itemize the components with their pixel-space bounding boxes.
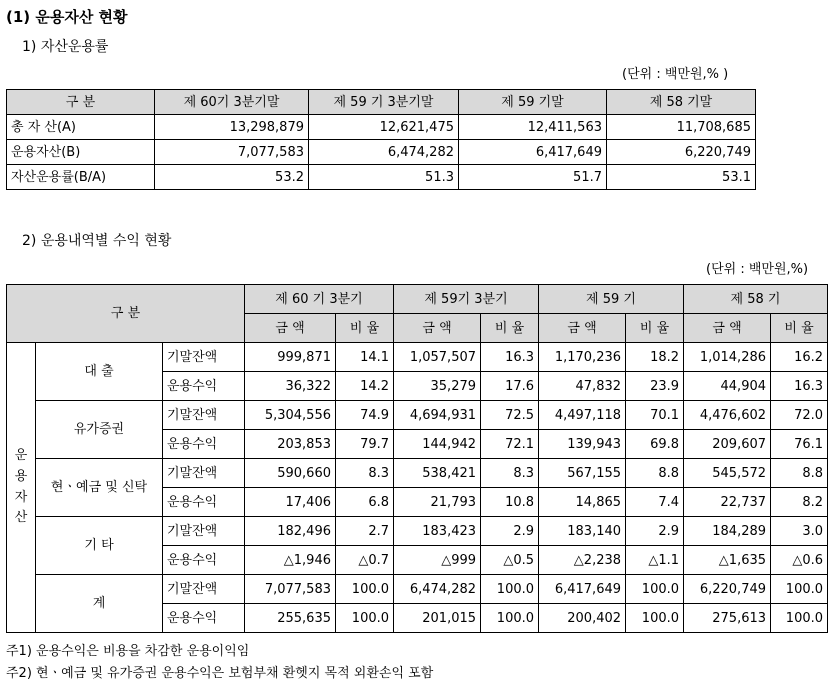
table-cell: 201,015 — [394, 604, 481, 633]
table-row — [7, 401, 828, 430]
group-label-char: 자 — [14, 489, 28, 505]
table-cell: 16.2 — [771, 343, 828, 372]
table-header-row — [7, 285, 828, 314]
table-cell: 36,322 — [245, 372, 336, 401]
group-label-char: 운 — [14, 447, 28, 463]
period-header: 제 58 기 — [684, 285, 828, 314]
row-type: 운용수익 — [163, 488, 245, 517]
table-cell: 6,474,282 — [309, 140, 459, 165]
table-cell: 1,057,507 — [394, 343, 481, 372]
table-row — [7, 343, 828, 372]
table-cell: △1.1 — [626, 546, 684, 575]
table-header-row — [7, 90, 756, 115]
income-by-asset-table — [6, 284, 828, 633]
row-type: 운용수익 — [163, 430, 245, 459]
asset-category: 기 타 — [36, 517, 163, 575]
table-cell: 72.0 — [771, 401, 828, 430]
amount-header: 금 액 — [539, 314, 626, 343]
table-cell: 6,417,649 — [539, 575, 626, 604]
table-cell: 6,417,649 — [459, 140, 607, 165]
table-cell: △1,635 — [684, 546, 771, 575]
table-cell: 100.0 — [336, 604, 394, 633]
table-cell: 8.8 — [771, 459, 828, 488]
table-cell: 1,014,286 — [684, 343, 771, 372]
table-cell: 14,865 — [539, 488, 626, 517]
table-cell: 8.2 — [771, 488, 828, 517]
row-type: 기말잔액 — [163, 343, 245, 372]
table-cell: 8.3 — [336, 459, 394, 488]
amount-header: 금 액 — [684, 314, 771, 343]
table-cell: 2.7 — [336, 517, 394, 546]
table-cell: 47,832 — [539, 372, 626, 401]
amount-header: 금 액 — [245, 314, 336, 343]
table-cell: △0.7 — [336, 546, 394, 575]
table-cell: 6,220,749 — [607, 140, 756, 165]
table-cell: 567,155 — [539, 459, 626, 488]
table-cell: 100.0 — [626, 575, 684, 604]
column-header: 제 59 기말 — [459, 90, 607, 115]
table-cell: 100.0 — [771, 575, 828, 604]
asset-category: 현ㆍ예금 및 신탁 — [36, 459, 163, 517]
asset-category: 계 — [36, 575, 163, 633]
table-cell: 14.2 — [336, 372, 394, 401]
asset-category: 대 출 — [36, 343, 163, 401]
table-cell: 12,411,563 — [459, 115, 607, 140]
table-cell: 1,170,236 — [539, 343, 626, 372]
row-label: 운용자산(B) — [7, 140, 155, 165]
table-cell: 16.3 — [481, 343, 539, 372]
table-cell: 4,497,118 — [539, 401, 626, 430]
table-cell: 7.4 — [626, 488, 684, 517]
group-label-operating-assets — [7, 343, 36, 633]
table-row — [7, 140, 756, 165]
table-cell: 255,635 — [245, 604, 336, 633]
table-cell: 53.1 — [607, 165, 756, 190]
table-cell: 2.9 — [626, 517, 684, 546]
table-cell: 51.7 — [459, 165, 607, 190]
row-label: 자산운용률(B/A) — [7, 165, 155, 190]
table-cell: 2.9 — [481, 517, 539, 546]
table-cell: 182,496 — [245, 517, 336, 546]
table-cell: 8.8 — [626, 459, 684, 488]
row-type: 운용수익 — [163, 372, 245, 401]
column-header: 제 58 기말 — [607, 90, 756, 115]
row-type: 기말잔액 — [163, 401, 245, 430]
table-cell: 999,871 — [245, 343, 336, 372]
table-cell: 69.8 — [626, 430, 684, 459]
table-cell: 14.1 — [336, 343, 394, 372]
table-cell: 21,793 — [394, 488, 481, 517]
table-cell: 16.3 — [771, 372, 828, 401]
table-cell: 100.0 — [626, 604, 684, 633]
table-cell: △999 — [394, 546, 481, 575]
table-cell: 5,304,556 — [245, 401, 336, 430]
table-cell: 100.0 — [481, 604, 539, 633]
table-cell: 10.8 — [481, 488, 539, 517]
table-cell: △0.5 — [481, 546, 539, 575]
asset-ratio-table — [6, 89, 756, 190]
table-cell: 51.3 — [309, 165, 459, 190]
section2-unit: (단위 : 백만원,%) — [706, 262, 809, 277]
table-cell: 70.1 — [626, 401, 684, 430]
table-cell: 200,402 — [539, 604, 626, 633]
row-type: 기말잔액 — [163, 517, 245, 546]
category-header: 구 분 — [7, 285, 245, 343]
section1-unit: (단위 : 백만원,% ) — [622, 67, 729, 82]
row-label: 총 자 산(A) — [7, 115, 155, 140]
table-cell: 35,279 — [394, 372, 481, 401]
footnote-2: 주2) 현ㆍ예금 및 유가증권 운용수익은 보험부채 환헷지 목적 외환손익 포함 — [6, 666, 434, 681]
table-row — [7, 517, 828, 546]
table-cell: △2,238 — [539, 546, 626, 575]
table-cell: △0.6 — [771, 546, 828, 575]
table-row — [7, 165, 756, 190]
section1-subtitle: 1) 자산운용률 — [22, 39, 109, 55]
period-header: 제 59기 3분기 — [394, 285, 539, 314]
period-header: 제 59 기 — [539, 285, 684, 314]
table-cell: 209,607 — [684, 430, 771, 459]
section2-subtitle: 2) 운용내역별 수익 현황 — [22, 233, 172, 249]
table-cell: 6,474,282 — [394, 575, 481, 604]
table-cell: 7,077,583 — [155, 140, 309, 165]
group-label-char: 산 — [14, 510, 28, 526]
table-cell: 76.1 — [771, 430, 828, 459]
footnote-1: 주1) 운용수익은 비용을 차감한 운용이익임 — [6, 644, 250, 659]
page-title: (1) 운용자산 현황 — [6, 8, 128, 26]
table-cell: 74.9 — [336, 401, 394, 430]
table-cell: 6,220,749 — [684, 575, 771, 604]
ratio-header: 비 율 — [626, 314, 684, 343]
table-row — [7, 575, 828, 604]
ratio-header: 비 율 — [336, 314, 394, 343]
table-cell: 4,694,931 — [394, 401, 481, 430]
table-cell: 275,613 — [684, 604, 771, 633]
table-cell: △1,946 — [245, 546, 336, 575]
table-cell: 183,140 — [539, 517, 626, 546]
table-cell: 590,660 — [245, 459, 336, 488]
table-cell: 8.3 — [481, 459, 539, 488]
table-cell: 538,421 — [394, 459, 481, 488]
table-cell: 13,298,879 — [155, 115, 309, 140]
amount-header: 금 액 — [394, 314, 481, 343]
table-cell: 184,289 — [684, 517, 771, 546]
table-cell: 100.0 — [771, 604, 828, 633]
table-cell: 3.0 — [771, 517, 828, 546]
ratio-header: 비 율 — [771, 314, 828, 343]
table-row — [7, 115, 756, 140]
table-cell: 183,423 — [394, 517, 481, 546]
table-cell: 7,077,583 — [245, 575, 336, 604]
asset-category: 유가증권 — [36, 401, 163, 459]
table-cell: 23.9 — [626, 372, 684, 401]
column-header: 제 60기 3분기말 — [155, 90, 309, 115]
table-cell: 11,708,685 — [607, 115, 756, 140]
table-cell: 17,406 — [245, 488, 336, 517]
table-cell: 203,853 — [245, 430, 336, 459]
table-cell: 4,476,602 — [684, 401, 771, 430]
table-cell: 100.0 — [481, 575, 539, 604]
column-header: 구 분 — [7, 90, 155, 115]
table-row — [7, 459, 828, 488]
row-type: 운용수익 — [163, 546, 245, 575]
table-cell: 12,621,475 — [309, 115, 459, 140]
table-cell: 17.6 — [481, 372, 539, 401]
table-cell: 545,572 — [684, 459, 771, 488]
group-label-char: 용 — [14, 468, 28, 484]
table-cell: 72.1 — [481, 430, 539, 459]
table-cell: 139,943 — [539, 430, 626, 459]
table-cell: 22,737 — [684, 488, 771, 517]
table-cell: 18.2 — [626, 343, 684, 372]
row-type: 운용수익 — [163, 604, 245, 633]
table-cell: 79.7 — [336, 430, 394, 459]
table-cell: 144,942 — [394, 430, 481, 459]
column-header: 제 59 기 3분기말 — [309, 90, 459, 115]
row-type: 기말잔액 — [163, 459, 245, 488]
row-type: 기말잔액 — [163, 575, 245, 604]
table-cell: 44,904 — [684, 372, 771, 401]
ratio-header: 비 율 — [481, 314, 539, 343]
table-cell: 100.0 — [336, 575, 394, 604]
table-cell: 72.5 — [481, 401, 539, 430]
table-cell: 6.8 — [336, 488, 394, 517]
table-cell: 53.2 — [155, 165, 309, 190]
period-header: 제 60 기 3분기 — [245, 285, 394, 314]
